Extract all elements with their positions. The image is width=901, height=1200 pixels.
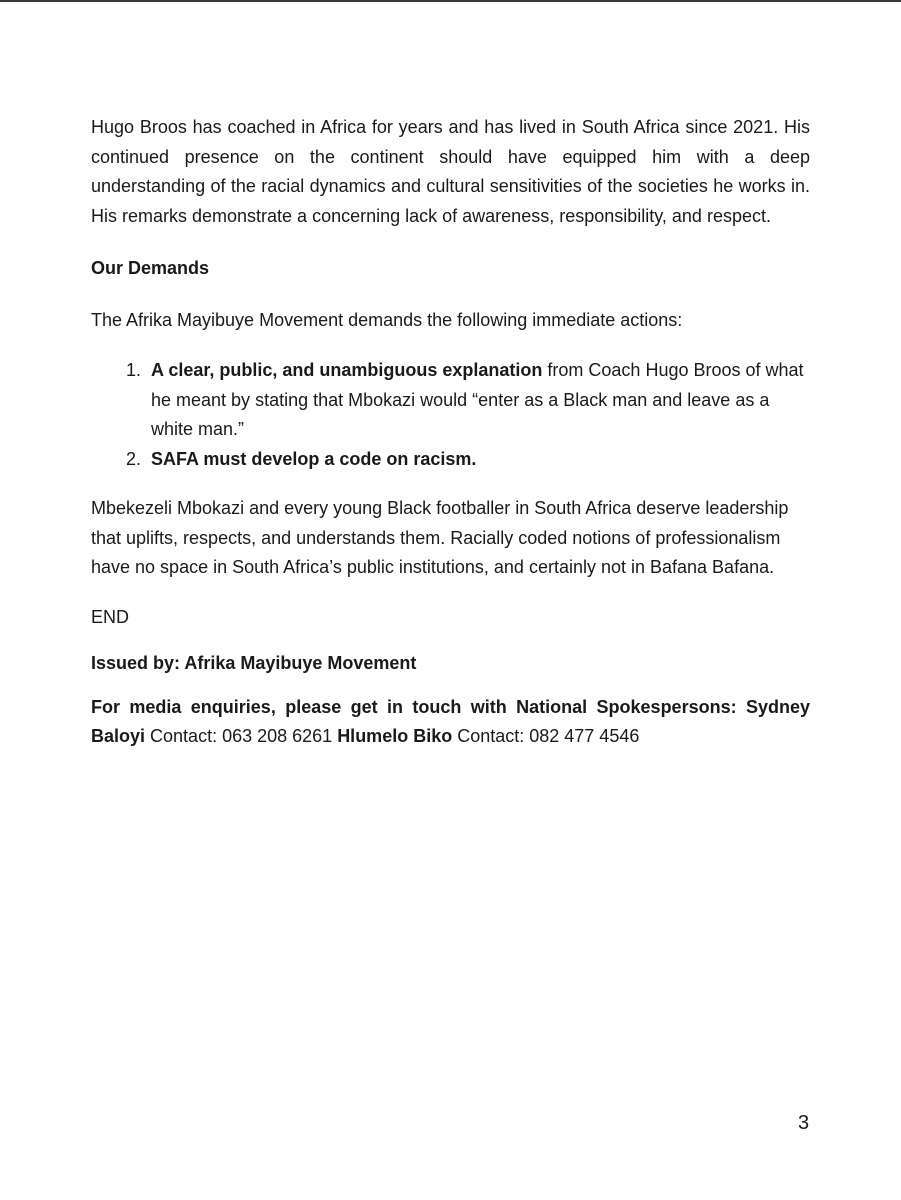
spokesperson-2-name: Hlumelo Biko [337,726,453,746]
media-intro: For media enquiries, please get in touch with National Spokespersons: [91,696,746,717]
list-item [146,445,810,475]
demands-lead: The Afrika Mayibuye Movement demands the following immediate actions: [91,309,683,330]
media-contacts [91,693,810,752]
issued-by: Issued by: Afrika Mayibuye Movement [91,653,417,673]
page-number: 3 [798,1112,810,1134]
demand-1-bold: A clear, public, and unambiguous explanation [151,360,543,380]
list-item [146,356,810,445]
demand-2-bold: SAFA must develop a code on racism. [151,448,477,469]
spokesperson-2-contact: Contact: 082 477 4546 [452,726,640,746]
demands-heading: Our Demands [91,258,210,278]
spokesperson-1-contact: Contact: 063 208 6261 [145,726,338,746]
page-top-border [0,0,901,2]
intro-paragraph: Hugo Broos has coached in Africa for years and has lived in South Africa since 2021. His continued presence on the continent should have equipped him with a deep understanding of the racial dynamics and cultural sensitivities of the societies he works in. His remarks demonstrate a concerning lack of awareness, responsibility, and respect. [91,117,810,226]
spokesperson-1-name: Sydney Baloyi [91,696,810,746]
document-page [91,113,810,752]
end-marker: END [91,606,130,627]
closing-paragraph: Mbekezeli Mbokazi and every young Black footballer in South Africa deserve leadership that uplifts, respects, and understands them. Racially coded notions of professionalism have no space in South Africa’s public institutions, and certainly not in Bafana Bafana. [91,498,789,577]
demands-list [91,356,810,474]
demand-1-text: from Coach Hugo Broos of what he meant by stating that Mbokazi would “enter as a Black man and leave as a white man.” [151,360,804,439]
